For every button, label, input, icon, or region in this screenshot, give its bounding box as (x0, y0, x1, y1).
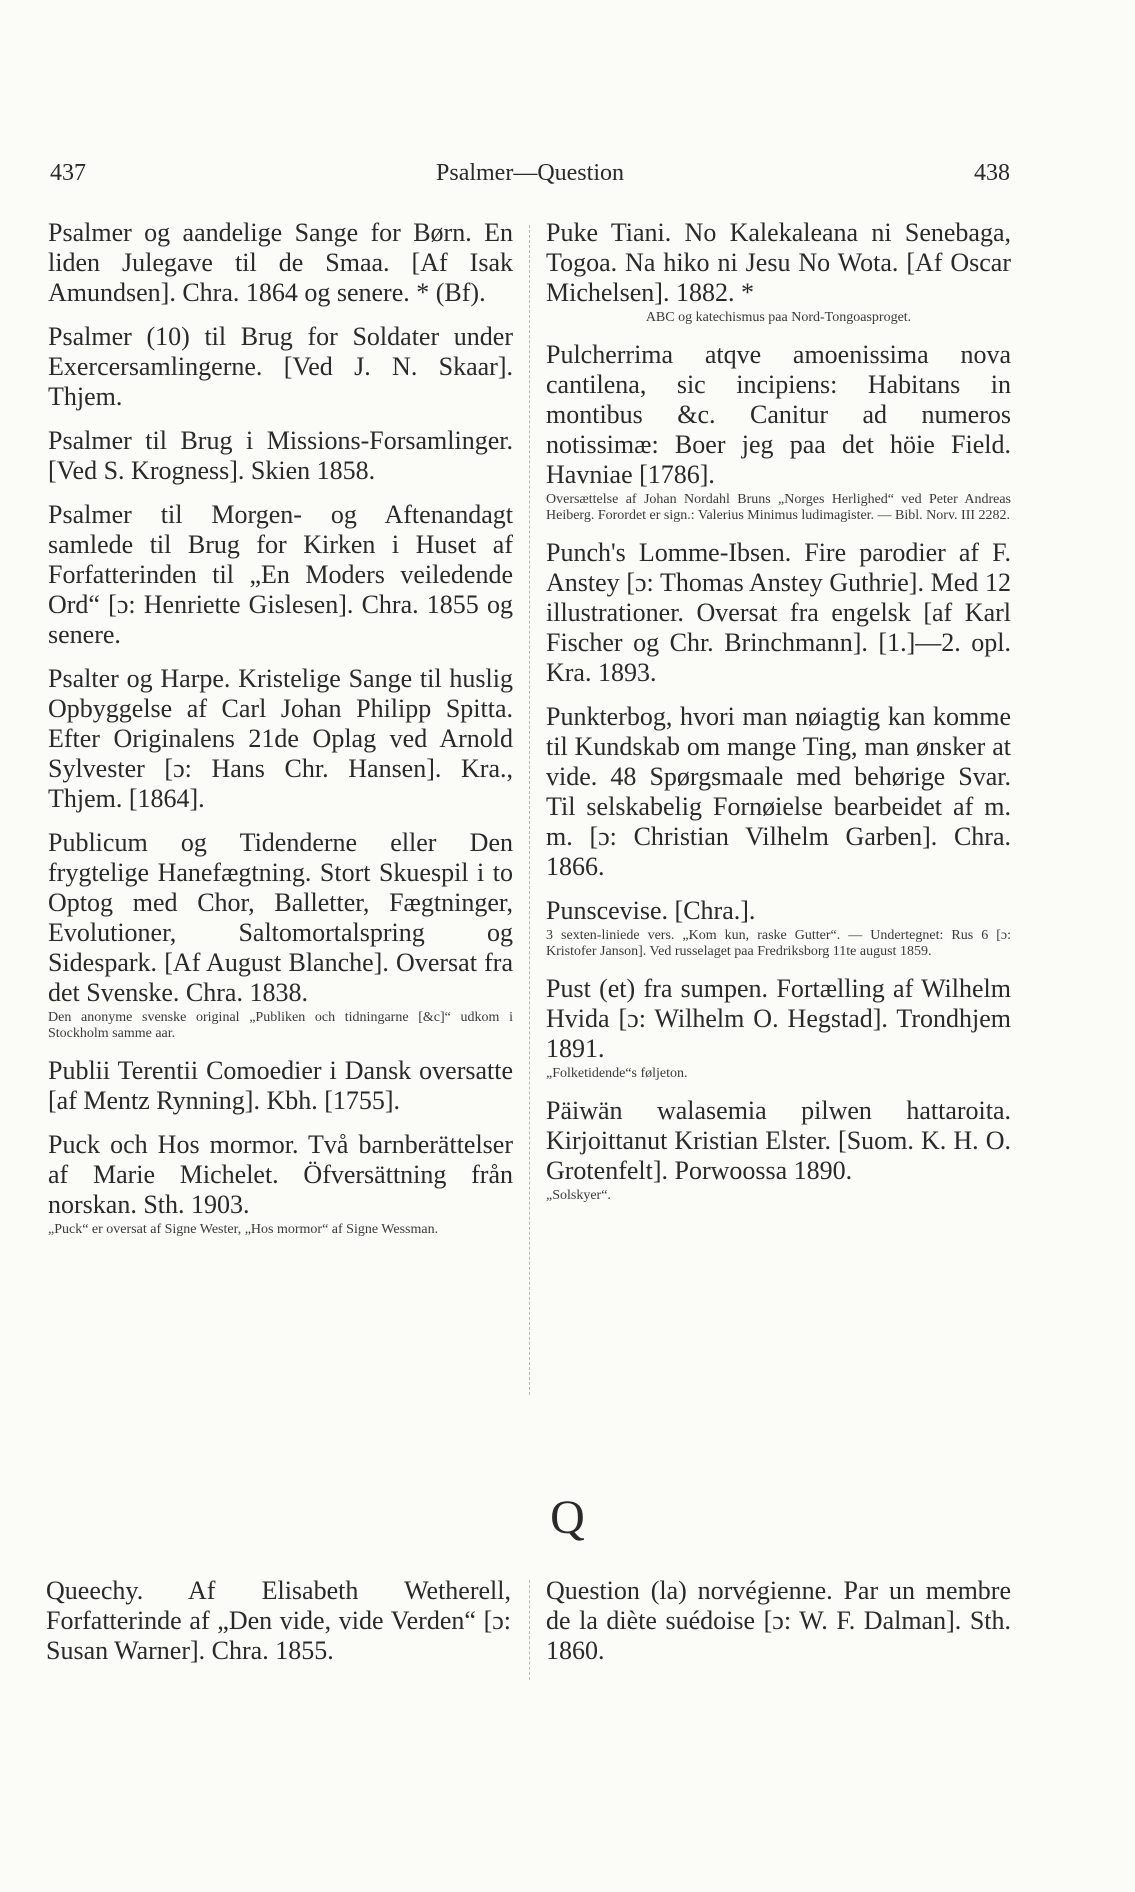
q-right-column (546, 1576, 1011, 1680)
entry-text: Pulcherrima atqve amoenissima nova cantilena, sic incipiens: Habitans in montibus &c. Canitur ad numeros notissimæ: Boer jeg paa det höie Field. Havniae [1786]. (546, 340, 1011, 489)
entry-note: ABC og katechismus paa Nord-Tongoasproget. (645, 310, 912, 325)
entry (48, 322, 513, 412)
entry-text: Päiwän walasemia pilwen hattaroita. Kirjoittanut Kristian Elster. [Suom. K. H. O. Grotenfelt]. Porwoossa 1890. (546, 1096, 1011, 1185)
entry (546, 1096, 1011, 1204)
entry-text: Punscevise. [Chra.]. (546, 896, 756, 925)
entry-note: Oversættelse af Johan Nordahl Bruns „Norges Herlighed“ ved Peter Andreas Heiberg. Forordet er sign.: Valerius Minimus ludimagister. — Bibl. Norv. III 2282. (546, 492, 1011, 523)
entry-text: Psalmer til Morgen- og Aftenandagt samlede til Brug for Kirken i Huset af Forfatterinden til „En Moders veiledende Ord“ [ɔ: Henriette Gislesen]. Chra. 1855 og senere. (48, 500, 513, 649)
q-left-column (46, 1576, 511, 1680)
entry-note: „Solskyer“. (546, 1188, 611, 1203)
running-head: Psalmer—Question (436, 160, 624, 186)
entry-text: Psalmer til Brug i Missions-Forsamlinger. [Ved S. Krogness]. Skien 1858. (48, 426, 513, 485)
entry-text: Question (la) norvégienne. Par un membre de la diète suédoise [ɔ: W. F. Dalman]. Sth. 1860. (546, 1576, 1011, 1665)
entry-note: 3 sexten-liniede vers. „Kom kun, raske Gutter“. — Undertegnet: Rus 6 [ɔ: Kristofer Janson]. Ved russelaget paa Fredriksborg 11te august 1859. (546, 928, 1011, 959)
entry (546, 218, 1011, 326)
entry (546, 896, 1011, 960)
left-page-number: 437 (50, 160, 86, 186)
entry-text: Puck och Hos mormor. Två barnberättelser af Marie Michelet. Öfversättning från norskan. Sth. 1903. (48, 1130, 513, 1219)
entry (48, 500, 513, 650)
entry-text: Psalter og Harpe. Kristelige Sange til huslig Opbyggelse af Carl Johan Philipp Spitta. Efter Originalens 21de Oplag ved Arnold Sylvester [ɔ: Hans Chr. Hansen]. Kra., Thjem. [1864]. (48, 664, 513, 813)
entry (546, 538, 1011, 688)
entry (546, 702, 1011, 882)
entry-text: Publicum og Tidenderne eller Den frygtelige Hanefægtning. Stort Skuespil i to Optog med Chor, Balletter, Fægtninger, Evolutioner, Saltomortalspring og Sidespark. [Af August Blanche]. Oversat fra det Svenske. Chra. 1838. (48, 828, 513, 1007)
entry-note: „Folketidende“s føljeton. (546, 1066, 688, 1081)
column-divider (529, 1580, 530, 1680)
entry (48, 664, 513, 814)
entry (546, 340, 1011, 524)
entry (546, 1576, 1011, 1666)
entry-text: Puke Tiani. No Kalekaleana ni Senebaga, Togoa. Na hiko ni Jesu No Wota. [Af Oscar Michelsen]. 1882. * (546, 218, 1011, 307)
entry (48, 426, 513, 486)
entry-text: Queechy. Af Elisabeth Wetherell, Forfatterinde af „Den vide, vide Verden“ [ɔ: Susan Warner]. Chra. 1855. (46, 1576, 511, 1665)
right-column (546, 218, 1011, 1218)
column-divider (529, 225, 530, 1395)
entry (46, 1576, 511, 1666)
entry (546, 974, 1011, 1082)
entry-text: Punch's Lomme-Ibsen. Fire parodier af F. Anstey [ɔ: Thomas Anstey Guthrie]. Med 12 illustrationer. Oversat fra engelsk [af Karl Fischer og Chr. Brinchmann]. [1.]—2. opl. Kra. 1893. (546, 538, 1011, 687)
entry-text: Psalmer og aandelige Sange for Børn. En liden Julegave til de Smaa. [Af Isak Amundsen]. Chra. 1864 og senere. * (Bf). (48, 218, 513, 307)
entry (48, 1056, 513, 1116)
entry-note: Den anonyme svenske original „Publiken och tidningarne [&c]“ udkom i Stockholm samme aar. (48, 1010, 513, 1041)
entry (48, 1130, 513, 1238)
entry (48, 828, 513, 1042)
entry-text: Punkterbog, hvori man nøiagtig kan komme til Kundskab om mange Ting, man ønsker at vide. 48 Spørgsmaale med behørige Svar. Til selskabelig Fornøielse bearbeidet af m. m. [ɔ: Christian Vilhelm Garben]. Chra. 1866. (546, 702, 1011, 881)
entry-note: „Puck“ er oversat af Signe Wester, „Hos mormor“ af Signe Wessman. (48, 1222, 439, 1237)
right-page-number: 438 (974, 160, 1010, 186)
entry-text: Publii Terentii Comoedier i Dansk oversatte [af Mentz Rynning]. Kbh. [1755]. (48, 1056, 513, 1115)
page-header (50, 160, 1010, 190)
entry-text: Pust (et) fra sumpen. Fortælling af Wilhelm Hvida [ɔ: Wilhelm O. Hegstad]. Trondhjem 1891. (546, 974, 1011, 1063)
section-letter: Q (550, 1491, 585, 1544)
left-column (48, 218, 513, 1252)
entry (48, 218, 513, 308)
entry-text: Psalmer (10) til Brug for Soldater under Exercersamlingerne. [Ved J. N. Skaar]. Thjem. (48, 322, 513, 411)
